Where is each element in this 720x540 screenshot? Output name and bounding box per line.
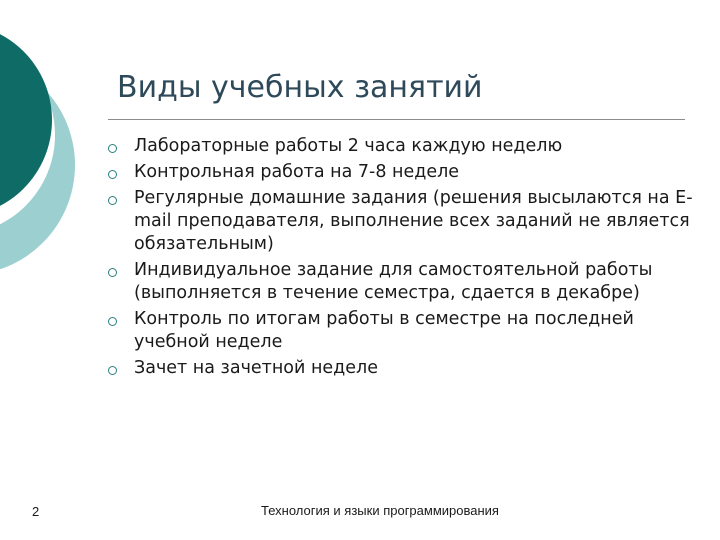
- list-item-text: Контрольная работа на 7-8 неделе: [134, 162, 460, 182]
- bullet-list: [106, 135, 696, 383]
- list-item-text: Зачет на зачетной неделе: [134, 358, 378, 378]
- list-item-text: Лабораторные работы 2 часа каждую неделю: [134, 136, 563, 156]
- slide-title: Виды учебных занятий: [117, 70, 483, 105]
- footer-text: Технология и языки программирования: [261, 503, 499, 518]
- list-item: [106, 357, 696, 380]
- circle-bullet-icon: [108, 268, 117, 277]
- list-item: [106, 308, 696, 354]
- title-divider: [108, 119, 685, 120]
- list-item: [106, 161, 696, 184]
- circle-bullet-icon: [108, 170, 117, 179]
- page-number: 2: [32, 504, 40, 519]
- decorative-circles: [0, 0, 120, 300]
- list-item: [106, 135, 696, 158]
- list-item-text: Индивидуальное задание для самостоятельной работы (выполняется в течение семестра, сдается в декабре): [134, 260, 653, 303]
- circle-bullet-icon: [108, 366, 117, 375]
- list-item: [106, 187, 696, 256]
- list-item-text: Регулярные домашние задания (решения высылаются на E-mail преподавателя, выполнение всех заданий не является обязательным): [134, 188, 693, 254]
- circle-bullet-icon: [108, 196, 117, 205]
- list-item-text: Контроль по итогам работы в семестре на последней учебной неделе: [134, 309, 634, 352]
- circle-bullet-icon: [108, 144, 117, 153]
- circle-bullet-icon: [108, 317, 117, 326]
- list-item: [106, 259, 696, 305]
